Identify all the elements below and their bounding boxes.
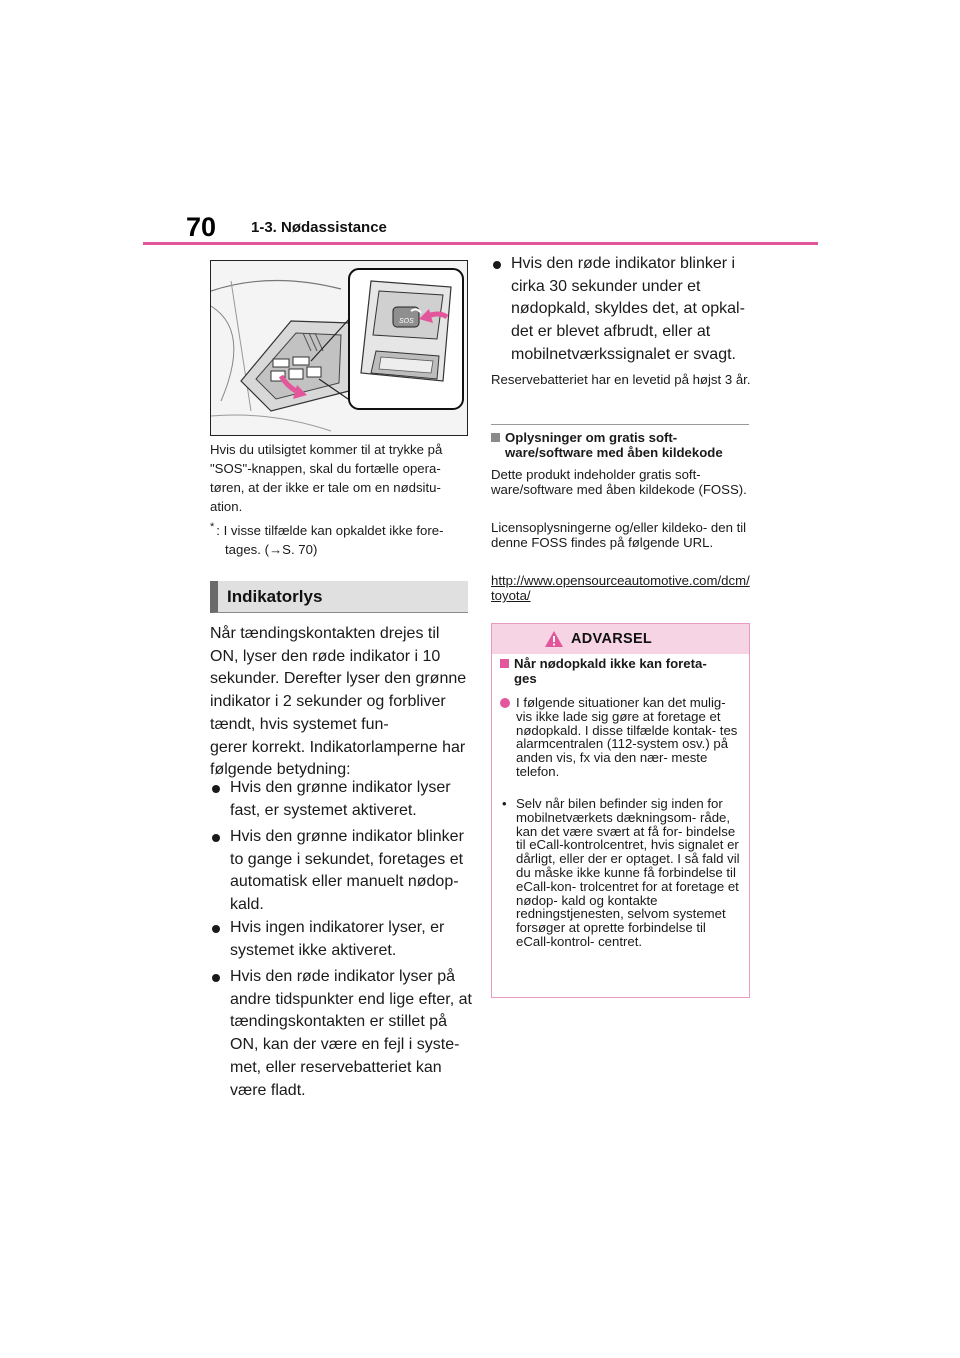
small-dot-icon: • (502, 796, 507, 811)
figure-caption (210, 440, 470, 516)
warning-item (500, 797, 740, 949)
page-number: 70 (186, 212, 217, 242)
warning-sub-line2: ges (514, 671, 537, 686)
intro-paragraph: Når tændingskontakten drejes til ON, lyser den røde indikator i 10 sekunder. Derefter lyser den grønne indikator i 2 sekunder og forbliver tændt, hvis systemet fun- gerer korrekt. Indikatorlamperne har følgende betydning: (210, 625, 467, 779)
caption-text: Hvis du utilsigtet kommer til at trykke på "SOS"-knappen, skal du fortælle opera- tøren, at der ikke er tale om en nødsitu- ation. (210, 442, 443, 514)
footnote-line2: tages. (→S. 70) (225, 542, 318, 558)
info-heading (491, 430, 753, 460)
bullet-text: Hvis den røde indikator blinker i cirka 30 sekunder under et nødopkald, skyldes det, at opkal- det er blevet afbrudt, eller at mobilnetværkssignalet er svagt. (511, 255, 745, 363)
warning-title: ADVARSEL (571, 631, 653, 647)
list-item (212, 826, 474, 917)
list-item (212, 777, 474, 822)
list-item (212, 966, 474, 1102)
square-bullet-icon (491, 433, 500, 442)
warning-subheading (500, 656, 740, 686)
overhead-console-drawing (211, 261, 467, 435)
bullet-text: Hvis den grønne indikator lyser fast, er systemet aktiveret. (230, 779, 451, 819)
bullet-dot-icon (493, 261, 501, 269)
bullet-text: Hvis den røde indikator lyser på andre tidspunkter end lige efter, at tændingskontakten er stillet på ON, kan der være en fejl i syste- met, eller reservebatteriet kan være fladt. (230, 968, 472, 1099)
footnote-line1: : I visse tilfælde kan opkaldet ikke fore- (216, 523, 444, 539)
bullet-dot-icon (212, 834, 220, 842)
warning-item-text: I følgende situationer kan det mulig- vis ikke lade sig gøre at foretage et nødopkald. I disse tilfælde kontak- tes alarmcentralen (112-system osv.) på anden vis, fx via den nær- meste telefon. (516, 695, 738, 779)
info-heading-line1: Oplysninger om gratis soft- (505, 430, 678, 445)
battery-note: Reservebatteriet har en levetid på højst 3 år. (491, 372, 751, 387)
warning-box (491, 623, 750, 998)
section-heading-text: Indikatorlys (227, 586, 323, 606)
square-bullet-icon (500, 659, 509, 668)
footnote-mark: * (210, 521, 215, 533)
bullet-text: Hvis ingen indikatorer lyser, er systemet ikke aktiveret. (230, 919, 445, 959)
info-heading-line2: ware/software med åben kildekode (505, 445, 723, 460)
foss-url-link[interactable]: http://www.opensourceautomotive.com/dcm/toyota/ (491, 573, 750, 603)
section-heading-indikatorlys (210, 581, 468, 613)
divider (491, 424, 749, 425)
sos-inset-label: SOS (399, 318, 414, 325)
circle-bullet-icon (500, 698, 510, 708)
list-item (212, 917, 474, 962)
footnote (210, 518, 472, 559)
warning-sub-line1: Når nødopkald ikke kan foreta- (514, 656, 707, 671)
bullet-dot-icon (212, 785, 220, 793)
warning-item (500, 696, 740, 779)
warning-item-text: Selv når bilen befinder sig inden for mobilnetværkets dækningsom- råde, kan det være svært at få for- bindelse til eCall-kontrolcentret, hvis signalet er dårligt, eller der er optaget. I så fald vil du måske ikke kunne få forbindelse til eCall-kon- trolcentret for at foretage et nødop- kald og kontakte redningstjenesten, selvom systemet forsøger at oprette forbindelse til eCall-kontrol- centret. (516, 796, 740, 949)
warning-triangle-icon (544, 630, 564, 648)
info-paragraph-1: Dette produkt indeholder gratis soft- ware/software med åben kildekode (FOSS). (491, 467, 747, 497)
bullet-dot-icon (212, 925, 220, 933)
sos-button-illustration (210, 260, 468, 436)
section-title: 1-3. Nødassistance (251, 219, 387, 236)
warning-header (492, 624, 749, 654)
header-rule (143, 242, 818, 245)
bullet-dot-icon (212, 974, 220, 982)
info-paragraph-2: Licensoplysningerne og/eller kildeko- den til denne FOSS findes på følgende URL. (491, 520, 747, 550)
bullet-text: Hvis den grønne indikator blinker to gange i sekundet, foretages et automatisk eller manuelt nødop- kald. (230, 828, 464, 914)
list-item (493, 253, 755, 367)
